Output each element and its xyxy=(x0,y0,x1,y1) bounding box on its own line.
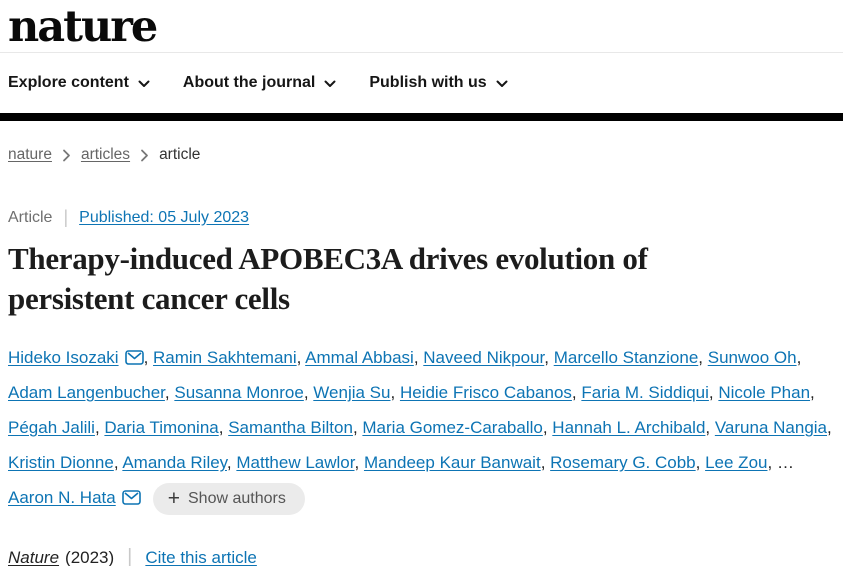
breadcrumb-link-articles[interactable]: articles xyxy=(80,146,131,163)
author-link[interactable]: Lee Zou xyxy=(705,453,768,472)
article-meta-row xyxy=(8,207,835,228)
author-link[interactable]: Ramin Sakhtemani xyxy=(153,348,297,367)
envelope-icon xyxy=(122,490,141,505)
author-link[interactable]: Naveed Nikpour xyxy=(423,348,545,367)
nature-logo[interactable]: nature xyxy=(8,2,157,52)
author-link[interactable]: Amanda Riley xyxy=(122,453,227,472)
author-separator: , xyxy=(296,348,306,367)
author-link[interactable]: Heidie Frisco Cabanos xyxy=(399,383,572,402)
author-separator: , xyxy=(352,418,363,437)
author-separator: , xyxy=(226,453,237,472)
author-separator: , xyxy=(705,418,715,437)
nav-about-the-journal[interactable] xyxy=(183,74,336,92)
author-link[interactable]: Kristin Dionne xyxy=(8,453,114,472)
author-link[interactable]: Hideko Isozaki xyxy=(8,348,119,367)
site-header xyxy=(0,0,843,121)
plus-icon: + xyxy=(167,486,180,510)
author-link[interactable]: Hannah L. Archibald xyxy=(552,418,706,437)
author-link[interactable]: Pégah Jalili xyxy=(8,418,95,437)
author-separator: , xyxy=(796,348,802,367)
breadcrumb-link-nature[interactable]: nature xyxy=(8,146,52,163)
nav-publish-with-us[interactable] xyxy=(369,74,507,92)
author-link[interactable]: Aaron N. Hata xyxy=(8,488,116,507)
nav-explore-content[interactable] xyxy=(8,74,150,92)
authors-ellipsis: … xyxy=(776,453,794,472)
author-link[interactable]: Susanna Monroe xyxy=(174,383,304,402)
author-separator: , xyxy=(354,453,364,472)
journal-link[interactable]: Nature xyxy=(8,547,60,566)
author-link[interactable]: Adam Langenbucher xyxy=(8,383,165,402)
chevron-right-icon xyxy=(62,149,71,162)
chevron-down-icon xyxy=(496,80,508,88)
author-separator: , xyxy=(218,418,229,437)
author-separator: , xyxy=(542,418,553,437)
author-separator: , xyxy=(413,348,424,367)
author-separator: , xyxy=(698,348,708,367)
article-type-label: Article xyxy=(8,208,53,226)
article-title: Therapy-induced APOBEC3A drives evolution of persistent cancer cells xyxy=(8,241,648,316)
header-black-bar xyxy=(0,113,843,121)
author-list xyxy=(8,340,835,515)
author-separator: , xyxy=(544,348,554,367)
published-date-link[interactable]: Published: 05 July 2023 xyxy=(79,208,250,226)
author-separator: , xyxy=(164,383,175,402)
author-link[interactable]: Samantha Bilton xyxy=(228,418,353,437)
primary-nav xyxy=(0,53,843,113)
masthead xyxy=(0,0,843,52)
author-separator: , xyxy=(113,453,123,472)
author-link[interactable]: Sunwoo Oh xyxy=(707,348,797,367)
author-separator: , xyxy=(94,418,105,437)
show-authors-button[interactable] xyxy=(153,483,305,515)
author-separator: , xyxy=(540,453,551,472)
author-link[interactable]: Maria Gomez-Caraballo xyxy=(362,418,543,437)
nav-publish-with-us-label: Publish with us xyxy=(369,74,487,91)
author-separator: , xyxy=(390,383,400,402)
chevron-down-icon xyxy=(324,80,336,88)
author-link[interactable]: Marcello Stanzione xyxy=(553,348,699,367)
citation-year: (2023) xyxy=(65,547,115,566)
author-link[interactable]: Ammal Abbasi xyxy=(305,348,414,367)
author-link[interactable]: Mandeep Kaur Banwait xyxy=(363,453,541,472)
nav-about-the-journal-label: About the journal xyxy=(182,74,316,91)
author-separator: , xyxy=(827,418,832,437)
meta-divider: | xyxy=(63,207,69,227)
author-list-inline xyxy=(8,348,832,510)
citation-row xyxy=(8,546,835,566)
citation-divider: | xyxy=(127,546,133,566)
article-page xyxy=(0,146,843,566)
author-separator: , xyxy=(303,383,314,402)
breadcrumb xyxy=(8,146,835,164)
author-separator: , xyxy=(571,383,582,402)
chevron-right-icon xyxy=(140,149,149,162)
author-separator: , xyxy=(810,383,815,402)
author-separator: , xyxy=(695,453,706,472)
author-link[interactable]: Rosemary G. Cobb xyxy=(550,453,696,472)
author-link[interactable]: Daria Timonina xyxy=(104,418,219,437)
cite-this-article-link[interactable]: Cite this article xyxy=(145,547,257,566)
author-separator: , xyxy=(767,453,777,472)
author-link[interactable]: Wenjia Su xyxy=(313,383,391,402)
author-link[interactable]: Varuna Nangia xyxy=(714,418,828,437)
author-link[interactable]: Matthew Lawlor xyxy=(236,453,355,472)
envelope-icon xyxy=(125,350,144,365)
author-link[interactable]: Faria M. Siddiqui xyxy=(581,383,709,402)
show-authors-label: Show authors xyxy=(188,489,286,507)
breadcrumb-current: article xyxy=(159,146,201,163)
author-link[interactable]: Nicole Phan xyxy=(718,383,811,402)
author-separator: , xyxy=(708,383,719,402)
author-separator: , xyxy=(143,348,154,367)
chevron-down-icon xyxy=(138,80,150,88)
nav-explore-content-label: Explore content xyxy=(8,74,129,91)
